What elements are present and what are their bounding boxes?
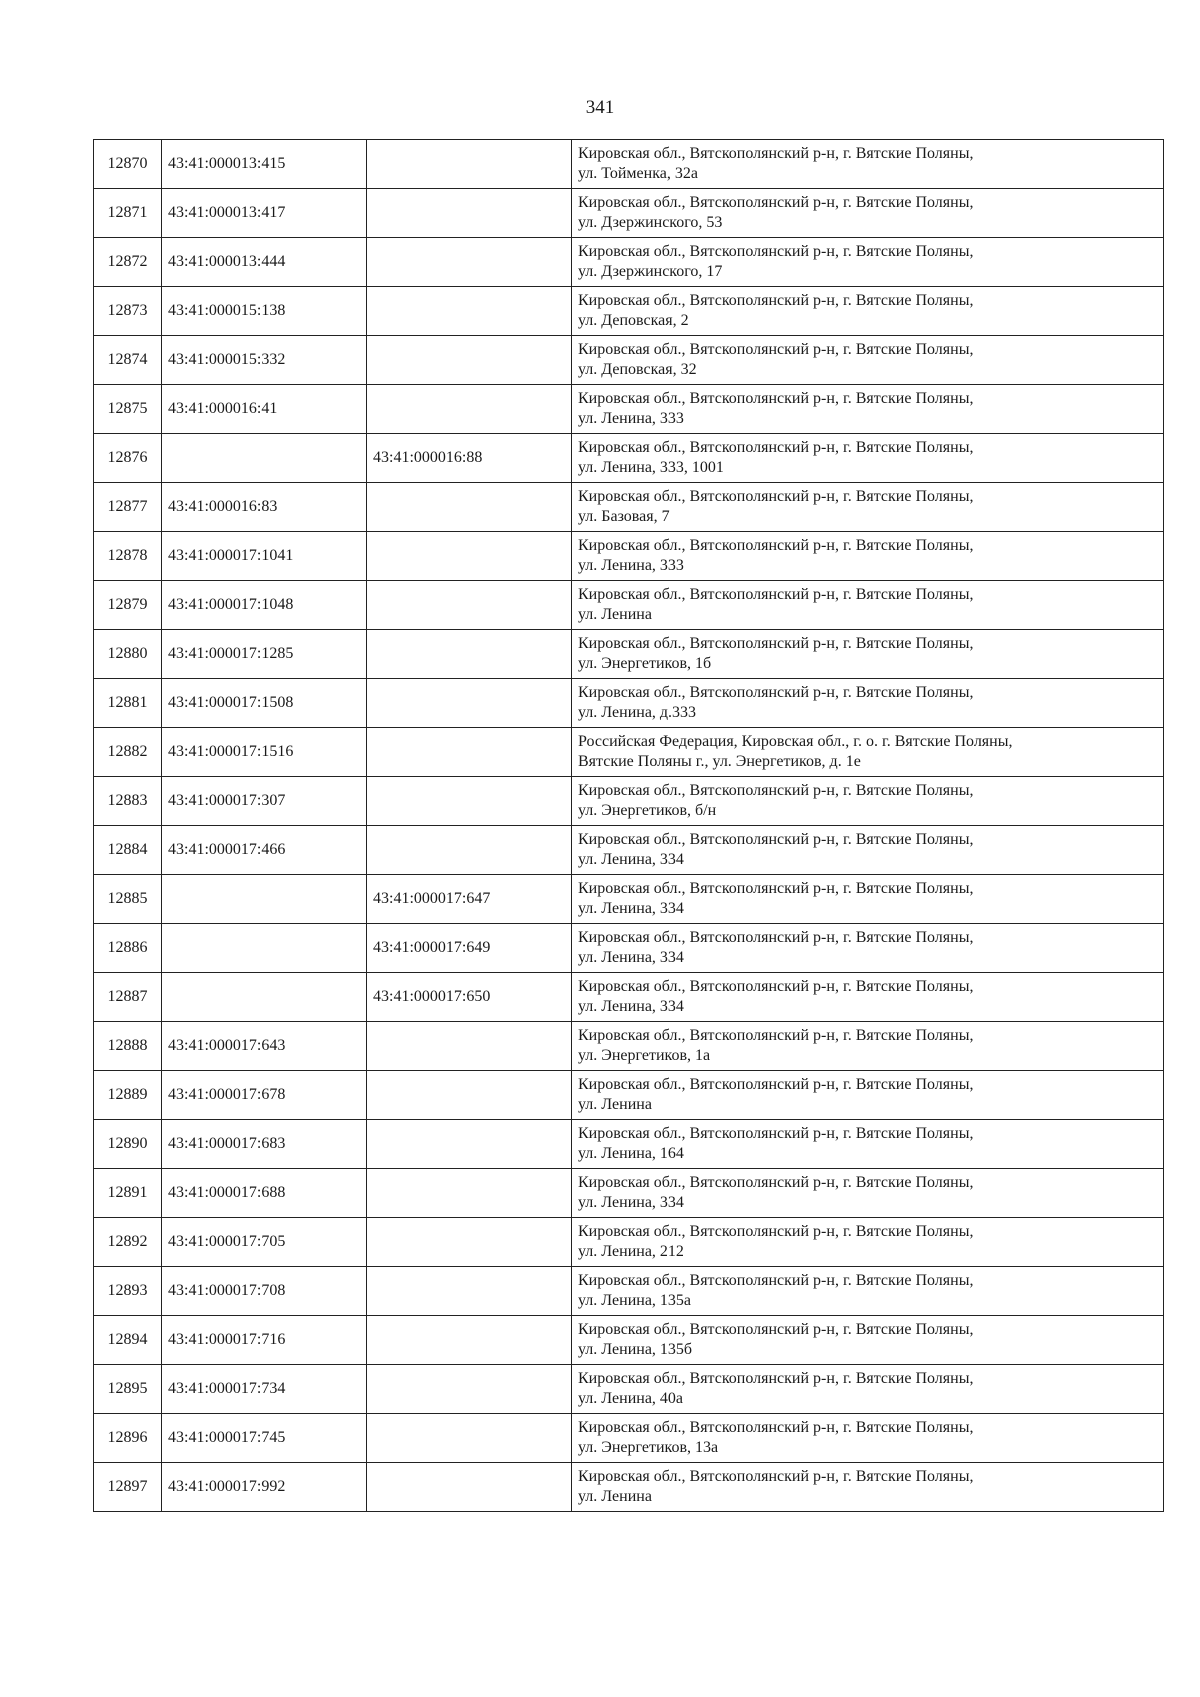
cadastral-number-cell: 43:41:000015:332	[162, 336, 367, 385]
address-line: Кировская обл., Вятскополянский р-н, г. Вятские Поляны,	[578, 537, 974, 554]
table-row	[94, 777, 1164, 826]
cadastral-number-cell: 43:41:000016:41	[162, 385, 367, 434]
table-row	[94, 679, 1164, 728]
cadastral-number-cell	[162, 973, 367, 1022]
related-cadastral-number-cell	[367, 728, 572, 777]
row-number-cell: 12879	[94, 581, 162, 630]
cadastral-number-cell: 43:41:000017:734	[162, 1365, 367, 1414]
related-cadastral-number-cell	[367, 826, 572, 875]
address-line: ул. Ленина, 334	[578, 998, 684, 1015]
address-line: Кировская обл., Вятскополянский р-н, г. Вятские Поляны,	[578, 1174, 974, 1191]
address-cell	[572, 679, 1164, 728]
address-cell	[572, 1022, 1164, 1071]
address-line: Кировская обл., Вятскополянский р-н, г. Вятские Поляны,	[578, 439, 974, 456]
row-number-cell: 12887	[94, 973, 162, 1022]
address-cell	[572, 140, 1164, 189]
related-cadastral-number-cell	[367, 1169, 572, 1218]
related-cadastral-number-cell	[367, 777, 572, 826]
address-cell	[572, 532, 1164, 581]
address-line: ул. Ленина, 40а	[578, 1390, 684, 1407]
cadastral-number-cell: 43:41:000013:417	[162, 189, 367, 238]
address-line: Кировская обл., Вятскополянский р-н, г. Вятские Поляны,	[578, 1223, 974, 1240]
address-cell	[572, 287, 1164, 336]
related-cadastral-number-cell	[367, 1463, 572, 1512]
table-row	[94, 532, 1164, 581]
address-line: ул. Энергетиков, 13а	[578, 1439, 719, 1456]
address-line: Кировская обл., Вятскополянский р-н, г. Вятские Поляны,	[578, 292, 974, 309]
related-cadastral-number-cell: 43:41:000017:650	[367, 973, 572, 1022]
address-cell	[572, 777, 1164, 826]
cadastral-number-cell: 43:41:000017:688	[162, 1169, 367, 1218]
row-number-cell: 12895	[94, 1365, 162, 1414]
cadastral-number-cell: 43:41:000017:708	[162, 1267, 367, 1316]
related-cadastral-number-cell	[367, 1120, 572, 1169]
row-number-cell: 12896	[94, 1414, 162, 1463]
address-cell	[572, 238, 1164, 287]
table-row	[94, 1414, 1164, 1463]
address-line: Кировская обл., Вятскополянский р-н, г. Вятские Поляны,	[578, 1370, 974, 1387]
table-row	[94, 287, 1164, 336]
cadastral-number-cell: 43:41:000017:992	[162, 1463, 367, 1512]
cadastral-number-cell: 43:41:000017:1516	[162, 728, 367, 777]
address-line: Кировская обл., Вятскополянский р-н, г. Вятские Поляны,	[578, 880, 974, 897]
related-cadastral-number-cell: 43:41:000016:88	[367, 434, 572, 483]
cadastral-number-cell: 43:41:000017:683	[162, 1120, 367, 1169]
row-number-cell: 12872	[94, 238, 162, 287]
cadastral-number-cell	[162, 875, 367, 924]
address-line: ул. Дзержинского, 53	[578, 214, 723, 231]
address-line: ул. Энергетиков, 1а	[578, 1047, 711, 1064]
related-cadastral-number-cell	[367, 532, 572, 581]
address-line: Кировская обл., Вятскополянский р-н, г. Вятские Поляны,	[578, 1125, 974, 1142]
address-cell	[572, 483, 1164, 532]
table-row	[94, 483, 1164, 532]
address-line: ул. Базовая, 7	[578, 508, 670, 525]
related-cadastral-number-cell	[367, 1267, 572, 1316]
address-line: Кировская обл., Вятскополянский р-н, г. Вятские Поляны,	[578, 1076, 974, 1093]
address-cell	[572, 1463, 1164, 1512]
related-cadastral-number-cell	[367, 1022, 572, 1071]
address-line: ул. Ленина, 333, 1001	[578, 459, 724, 476]
row-number-cell: 12877	[94, 483, 162, 532]
row-number-cell: 12886	[94, 924, 162, 973]
table-row	[94, 238, 1164, 287]
address-line: Кировская обл., Вятскополянский р-н, г. Вятские Поляны,	[578, 831, 974, 848]
address-line: Кировская обл., Вятскополянский р-н, г. Вятские Поляны,	[578, 1419, 974, 1436]
row-number-cell: 12874	[94, 336, 162, 385]
cadastral-number-cell: 43:41:000017:466	[162, 826, 367, 875]
row-number-cell: 12873	[94, 287, 162, 336]
cadastral-number-cell: 43:41:000017:705	[162, 1218, 367, 1267]
cadastral-number-cell: 43:41:000017:1048	[162, 581, 367, 630]
address-cell	[572, 875, 1164, 924]
address-line: Кировская обл., Вятскополянский р-н, г. Вятские Поляны,	[578, 341, 974, 358]
table-row	[94, 973, 1164, 1022]
row-number-cell: 12892	[94, 1218, 162, 1267]
address-cell	[572, 826, 1164, 875]
address-line: Кировская обл., Вятскополянский р-н, г. Вятские Поляны,	[578, 1272, 974, 1289]
address-cell	[572, 1267, 1164, 1316]
address-line: Кировская обл., Вятскополянский р-н, г. Вятские Поляны,	[578, 684, 974, 701]
address-cell	[572, 434, 1164, 483]
table-row	[94, 1022, 1164, 1071]
related-cadastral-number-cell	[367, 189, 572, 238]
address-cell	[572, 1071, 1164, 1120]
address-cell	[572, 630, 1164, 679]
address-cell	[572, 189, 1164, 238]
address-line: Кировская обл., Вятскополянский р-н, г. Вятские Поляны,	[578, 635, 974, 652]
cadastral-number-cell: 43:41:000017:745	[162, 1414, 367, 1463]
address-line: Кировская обл., Вятскополянский р-н, г. Вятские Поляны,	[578, 1321, 974, 1338]
row-number-cell: 12878	[94, 532, 162, 581]
related-cadastral-number-cell	[367, 385, 572, 434]
cadastral-number-cell: 43:41:000015:138	[162, 287, 367, 336]
row-number-cell: 12883	[94, 777, 162, 826]
table-row	[94, 1120, 1164, 1169]
cadastral-number-cell: 43:41:000017:716	[162, 1316, 367, 1365]
address-line: ул. Ленина	[578, 606, 652, 623]
related-cadastral-number-cell	[367, 679, 572, 728]
address-line: ул. Ленина	[578, 1488, 652, 1505]
cadastral-number-cell: 43:41:000013:415	[162, 140, 367, 189]
address-line: Кировская обл., Вятскополянский р-н, г. Вятские Поляны,	[578, 194, 974, 211]
address-line: Вятские Поляны г., ул. Энергетиков, д. 1е	[578, 753, 861, 770]
row-number-cell: 12870	[94, 140, 162, 189]
cadastral-number-cell: 43:41:000013:444	[162, 238, 367, 287]
address-line: Кировская обл., Вятскополянский р-н, г. Вятские Поляны,	[578, 390, 974, 407]
address-line: ул. Дзержинского, 17	[578, 263, 723, 280]
table-row	[94, 875, 1164, 924]
address-line: ул. Ленина, 334	[578, 949, 684, 966]
row-number-cell: 12891	[94, 1169, 162, 1218]
table-row	[94, 1169, 1164, 1218]
related-cadastral-number-cell	[367, 1316, 572, 1365]
related-cadastral-number-cell: 43:41:000017:647	[367, 875, 572, 924]
row-number-cell: 12888	[94, 1022, 162, 1071]
row-number-cell: 12893	[94, 1267, 162, 1316]
address-cell	[572, 1218, 1164, 1267]
related-cadastral-number-cell	[367, 1365, 572, 1414]
related-cadastral-number-cell	[367, 483, 572, 532]
cadastral-number-cell: 43:41:000017:678	[162, 1071, 367, 1120]
address-line: ул. Ленина, 334	[578, 900, 684, 917]
table-row	[94, 581, 1164, 630]
row-number-cell: 12875	[94, 385, 162, 434]
address-line: ул. Ленина, 333	[578, 557, 684, 574]
address-line: ул. Энергетиков, б/н	[578, 802, 717, 819]
address-cell	[572, 581, 1164, 630]
address-line: ул. Ленина, 164	[578, 1145, 684, 1162]
table-row	[94, 1463, 1164, 1512]
address-line: Российская Федерация, Кировская обл., г. о. г. Вятские Поляны,	[578, 733, 1013, 750]
table-row	[94, 728, 1164, 777]
table-row	[94, 1218, 1164, 1267]
table-row	[94, 630, 1164, 679]
table-row	[94, 924, 1164, 973]
row-number-cell: 12871	[94, 189, 162, 238]
registry-table	[93, 139, 1164, 1512]
row-number-cell: 12880	[94, 630, 162, 679]
address-line: ул. Ленина, д.333	[578, 704, 697, 721]
row-number-cell: 12889	[94, 1071, 162, 1120]
table-row	[94, 140, 1164, 189]
address-cell	[572, 1169, 1164, 1218]
cadastral-number-cell: 43:41:000016:83	[162, 483, 367, 532]
table-row	[94, 1267, 1164, 1316]
table-row	[94, 1071, 1164, 1120]
related-cadastral-number-cell	[367, 140, 572, 189]
row-number-cell: 12897	[94, 1463, 162, 1512]
address-cell	[572, 728, 1164, 777]
address-line: Кировская обл., Вятскополянский р-н, г. Вятские Поляны,	[578, 1468, 974, 1485]
row-number-cell: 12876	[94, 434, 162, 483]
address-line: Кировская обл., Вятскополянский р-н, г. Вятские Поляны,	[578, 1027, 974, 1044]
address-line: ул. Ленина, 135а	[578, 1292, 692, 1309]
row-number-cell: 12884	[94, 826, 162, 875]
related-cadastral-number-cell	[367, 1218, 572, 1267]
address-cell	[572, 1120, 1164, 1169]
table-row	[94, 385, 1164, 434]
address-line: Кировская обл., Вятскополянский р-н, г. Вятские Поляны,	[578, 145, 974, 162]
address-cell	[572, 1365, 1164, 1414]
related-cadastral-number-cell	[367, 238, 572, 287]
related-cadastral-number-cell	[367, 1414, 572, 1463]
address-line: ул. Ленина, 212	[578, 1243, 684, 1260]
address-line: ул. Деповская, 32	[578, 361, 697, 378]
related-cadastral-number-cell	[367, 1071, 572, 1120]
page-number: 341	[585, 97, 615, 118]
table-row	[94, 1365, 1164, 1414]
cadastral-number-cell	[162, 924, 367, 973]
cadastral-number-cell	[162, 434, 367, 483]
row-number-cell: 12890	[94, 1120, 162, 1169]
table-row	[94, 336, 1164, 385]
table-row	[94, 1316, 1164, 1365]
related-cadastral-number-cell	[367, 336, 572, 385]
address-cell	[572, 1316, 1164, 1365]
address-line: ул. Ленина	[578, 1096, 652, 1113]
registry-table-body	[94, 140, 1164, 1512]
address-line: ул. Деповская, 2	[578, 312, 689, 329]
related-cadastral-number-cell	[367, 287, 572, 336]
related-cadastral-number-cell: 43:41:000017:649	[367, 924, 572, 973]
related-cadastral-number-cell	[367, 630, 572, 679]
address-line: Кировская обл., Вятскополянский р-н, г. Вятские Поляны,	[578, 488, 974, 505]
related-cadastral-number-cell	[367, 581, 572, 630]
row-number-cell: 12882	[94, 728, 162, 777]
address-cell	[572, 385, 1164, 434]
address-line: Кировская обл., Вятскополянский р-н, г. Вятские Поляны,	[578, 243, 974, 260]
address-cell	[572, 973, 1164, 1022]
table-row	[94, 434, 1164, 483]
address-line: Кировская обл., Вятскополянский р-н, г. Вятские Поляны,	[578, 586, 974, 603]
row-number-cell: 12894	[94, 1316, 162, 1365]
table-row	[94, 826, 1164, 875]
cadastral-number-cell: 43:41:000017:1508	[162, 679, 367, 728]
address-cell	[572, 336, 1164, 385]
address-line: Кировская обл., Вятскополянский р-н, г. Вятские Поляны,	[578, 782, 974, 799]
row-number-cell: 12881	[94, 679, 162, 728]
cadastral-number-cell: 43:41:000017:1041	[162, 532, 367, 581]
address-cell	[572, 1414, 1164, 1463]
address-line: ул. Ленина, 135б	[578, 1341, 693, 1358]
cadastral-number-cell: 43:41:000017:643	[162, 1022, 367, 1071]
address-cell	[572, 924, 1164, 973]
row-number-cell: 12885	[94, 875, 162, 924]
address-line: Кировская обл., Вятскополянский р-н, г. Вятские Поляны,	[578, 929, 974, 946]
table-row	[94, 189, 1164, 238]
address-line: ул. Энергетиков, 1б	[578, 655, 712, 672]
cadastral-number-cell: 43:41:000017:307	[162, 777, 367, 826]
cadastral-number-cell: 43:41:000017:1285	[162, 630, 367, 679]
address-line: ул. Тойменка, 32а	[578, 165, 698, 182]
address-line: ул. Ленина, 334	[578, 851, 684, 868]
address-line: Кировская обл., Вятскополянский р-н, г. Вятские Поляны,	[578, 978, 974, 995]
address-line: ул. Ленина, 334	[578, 1194, 684, 1211]
address-line: ул. Ленина, 333	[578, 410, 684, 427]
